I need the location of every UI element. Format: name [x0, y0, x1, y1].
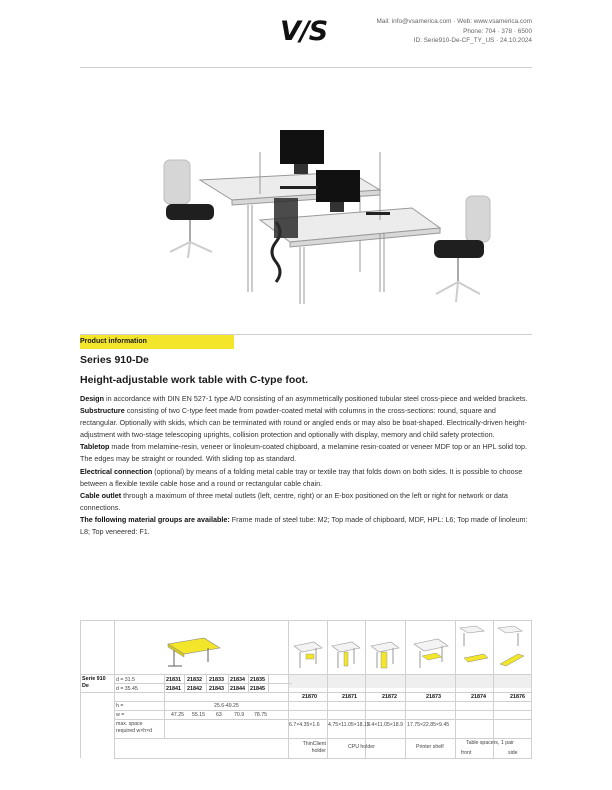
printer-shelf-thumbnail: [412, 634, 452, 670]
electrical-label: Electrical connection: [80, 466, 153, 476]
tabletop-text: made from melamine-resin, veneer or linoleum-coated chipboard, a melamine resin-coated or veneer MDF top or an HPL solid top. The edges may be straight or rounded. With sliding top as standard.: [80, 442, 528, 464]
product-code: 21831: [166, 677, 181, 683]
vs-logo: V/S: [280, 16, 328, 47]
product-hero-image: [140, 112, 520, 324]
thinclient-holder-thumbnail: [292, 638, 324, 670]
cpu-holder-label: CPU holder: [348, 744, 375, 750]
electrical-text: (optional) by means of a folding metal cable tray or textile tray that folds down on both sides. It is possible to choose between a flexible textile cable hose and a round or rectangular cable chain.: [80, 466, 523, 488]
cpu-holder-thumbnail-1: [330, 638, 362, 670]
product-description: [80, 393, 532, 538]
accessory-code: 21871: [342, 694, 357, 700]
code-row-shade: [288, 674, 532, 688]
product-subtitle: Height-adjustable work table with C-type foot.: [80, 374, 309, 386]
document-id-line: ID: Serie910-De-CF_TY_US · 24.10.2024: [413, 37, 532, 45]
product-code: 21843: [209, 686, 224, 692]
depth-label-1: d = 31.5: [116, 677, 135, 683]
design-label: Design: [80, 394, 104, 403]
table-variant-thumbnail: [164, 630, 224, 670]
substructure-paragraph: [80, 405, 532, 441]
max-space-value: 17.75×22.85×9.45: [407, 722, 450, 728]
accessory-code: 21876: [510, 694, 525, 700]
cable-outlet-paragraph: [80, 490, 532, 514]
max-space-value: 4.75×11.05×18.15: [328, 722, 370, 728]
width-value: 78.75: [254, 712, 267, 718]
max-space-label: max. space required w×h×d: [116, 721, 153, 734]
substructure-label: Substructure: [80, 406, 125, 416]
header-contact-info: [376, 17, 532, 46]
cable-outlet-label: Cable outlet: [80, 490, 122, 500]
design-paragraph: [80, 393, 532, 405]
product-code: 21834: [230, 677, 245, 683]
printer-shelf-label: Printer shelf: [416, 744, 444, 750]
max-space-value: 6.7×4.35×1.6: [289, 722, 320, 728]
table-spacer-side-thumbnail: [496, 624, 530, 672]
material-groups-text: Frame made of steel tube: M2; Top made of chipboard, MDF, HPL: L6; Top made of linoleum: L8; Top veneered: F1.: [80, 514, 528, 537]
electrical-paragraph: [80, 466, 532, 490]
table-spacer-front-thumbnail: [458, 624, 492, 672]
accessory-code: 21874: [471, 694, 486, 700]
width-value: 63: [216, 712, 222, 718]
design-text: in accordance with DIN EN 527-1 type A/D consisting of an asymmetrically positioned tubular steel cross-piece and welded brackets.: [103, 394, 528, 403]
product-code: 21844: [230, 686, 245, 692]
header-divider: [80, 67, 532, 68]
cable-outlet-text: through a maximum of three metal outlets (left, centre, right) or an E-box positioned on the left or right for network or data connections.: [80, 490, 508, 512]
product-code: 21842: [187, 686, 202, 692]
tabletop-paragraph: [80, 441, 532, 465]
contact-line: Mail: info@vsamerica.com · Web: www.vsamerica.com: [376, 18, 532, 25]
material-groups-paragraph: [80, 514, 532, 538]
product-code: 21845: [250, 686, 265, 692]
product-information-badge: Product information: [80, 335, 234, 349]
table-spacers-label: Table spacers, 1 pair: [466, 740, 514, 746]
height-value: 25.6-49.25: [214, 703, 239, 709]
series-title: Series 910-De: [80, 354, 149, 366]
spec-table: [80, 620, 532, 760]
accessory-code: 21872: [382, 694, 397, 700]
width-value: 47.25: [171, 712, 184, 718]
tabletop-label: Tabletop: [80, 442, 110, 452]
thinclient-holder-label: ThinClient holder: [302, 741, 326, 754]
accessory-code: 21870: [302, 694, 317, 700]
max-space-value: 2.4×11.05×18.9: [367, 722, 403, 728]
spacer-side-label: side: [508, 750, 518, 756]
product-code: 21841: [166, 686, 181, 692]
accessory-code: 21873: [426, 694, 441, 700]
substructure-text: consisting of two C-type feet made from powder-coated metal with columns in the cross-sections: round, square and rectangular. Optionally with skids, which can be terminated with round or angled ends or may also be boat-shaped. Electrically-driven height-adjustment with two-stage telescoping uprights, collision protection and optionally with display, memory and child safety protection.: [80, 406, 527, 440]
phone-line: Phone: 704 · 378 · 6500: [463, 27, 532, 35]
width-label: w =: [116, 712, 125, 718]
material-groups-label: The following material groups are available:: [80, 514, 230, 524]
cpu-holder-thumbnail-2: [369, 638, 401, 670]
series-label: Serie 910 De: [82, 676, 106, 689]
product-code: 21833: [209, 677, 224, 683]
spacer-front-label: front: [461, 750, 472, 756]
product-code: 21835: [250, 677, 265, 683]
height-label: h =: [116, 703, 124, 709]
product-code: 21832: [187, 677, 202, 683]
width-value: 70.9: [234, 712, 245, 718]
width-value: 55.15: [192, 712, 205, 718]
depth-label-2: d = 35.45: [116, 686, 138, 692]
